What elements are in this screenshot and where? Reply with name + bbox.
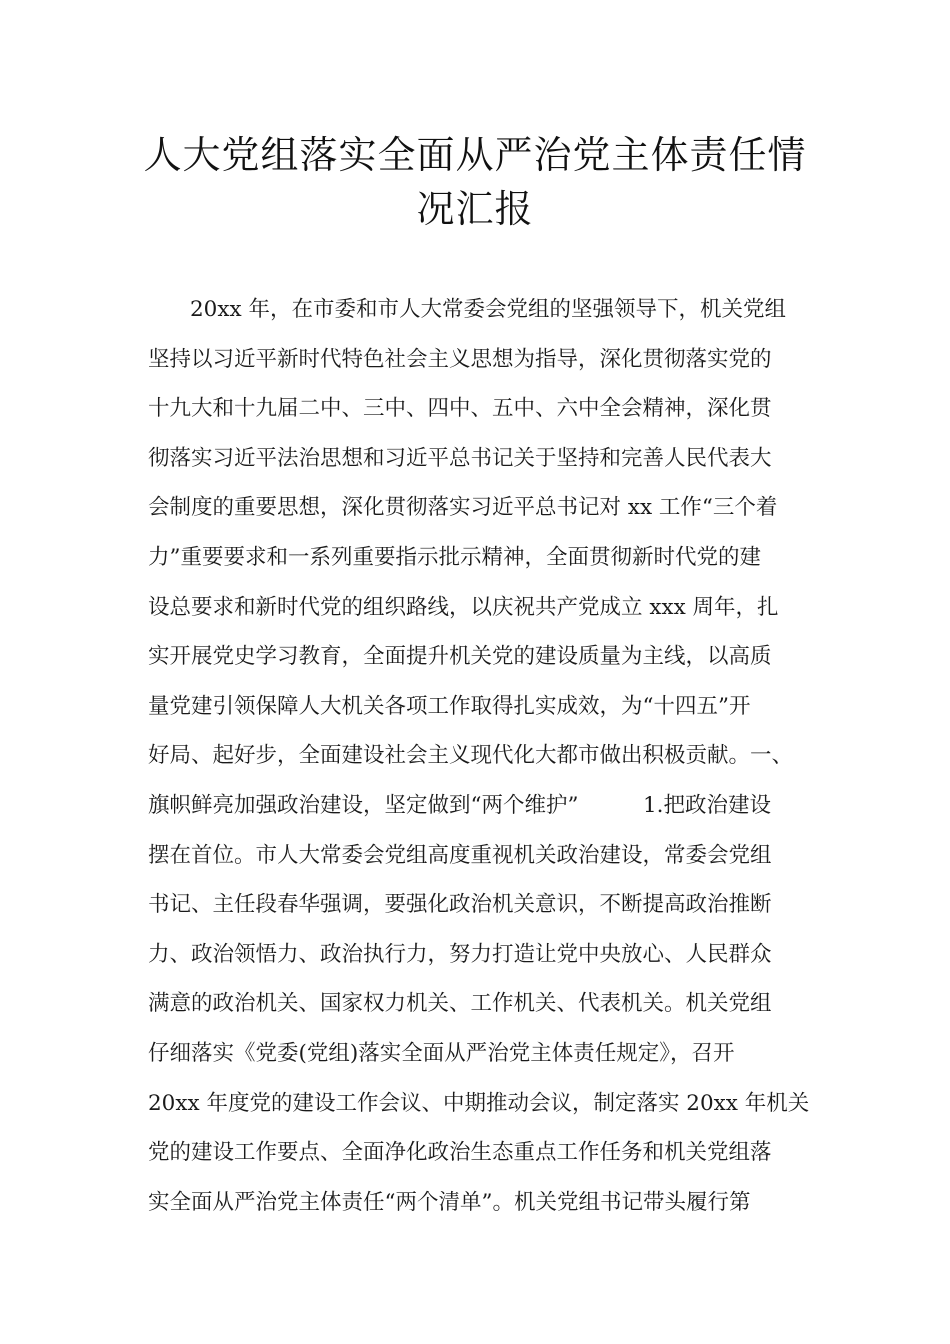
body-line-2: 坚持以习近平新时代特色社会主义思想为指导，深化贯彻落实党的	[148, 346, 772, 372]
body-line-6: 力”重要要求和一系列重要指示批示精神，全面贯彻新时代党的建	[148, 544, 761, 570]
document-body	[148, 285, 868, 1227]
body-line-12: 摆在首位。市人大常委会党组高度重视机关政治建设，常委会党组	[148, 842, 772, 868]
body-line-15: 满意的政治机关、国家权力机关、工作机关、代表机关。机关党组	[148, 991, 772, 1017]
body-line-10: 好局、起好步，全面建设社会主义现代化大都市做出积极贡献。一、	[148, 743, 794, 769]
body-line-5: 会制度的重要思想，深化贯彻落实习近平总书记对 xx 工作“三个着	[148, 495, 778, 521]
body-line-19: 实全面从严治党主体责任“两个清单”。机关党组书记带头履行第	[148, 1189, 751, 1215]
body-line-18: 党的建设工作要点、全面净化政治生态重点工作任务和机关党组落	[148, 1140, 772, 1166]
body-line-1: 20xx 年，在市委和市人大常委会党组的坚强领导下，机关党组	[190, 297, 786, 322]
title-line-1: 人大党组落实全面从严治党主体责任情	[143, 133, 807, 177]
body-line-7: 设总要求和新时代党的组织路线，以庆祝共产党成立 xxx 周年，扎	[148, 594, 779, 620]
title-line-2: 况汇报	[416, 187, 534, 231]
body-line-13: 书记、主任段春华强调，要强化政治机关意识，不断提高政治推断	[148, 892, 772, 918]
body-line-14: 力、政治领悟力、政治执行力，努力打造让党中央放心、人民群众	[148, 941, 772, 967]
body-line-9: 量党建引领保障人大机关各项工作取得扎实成效，为“十四五”开	[148, 693, 751, 719]
body-line-11: 旗帜鲜亮加强政治建设，坚定做到“两个维护” 1.把政治建设	[148, 792, 771, 818]
body-line-16: 仔细落实《党委(党组)落实全面从严治党主体责任规定》，召开	[148, 1040, 735, 1066]
body-line-3: 十九大和十九届二中、三中、四中、五中、六中全会精神，深化贯	[148, 396, 772, 422]
body-line-17: 20xx 年度党的建设工作会议、中期推动会议，制定落实 20xx 年机关	[148, 1090, 810, 1116]
body-line-4: 彻落实习近平法治思想和习近平总书记关于坚持和完善人民代表大	[148, 445, 772, 471]
body-line-8: 实开展党史学习教育，全面提升机关党的建设质量为主线，以高质	[148, 644, 772, 670]
document-title	[130, 128, 820, 236]
